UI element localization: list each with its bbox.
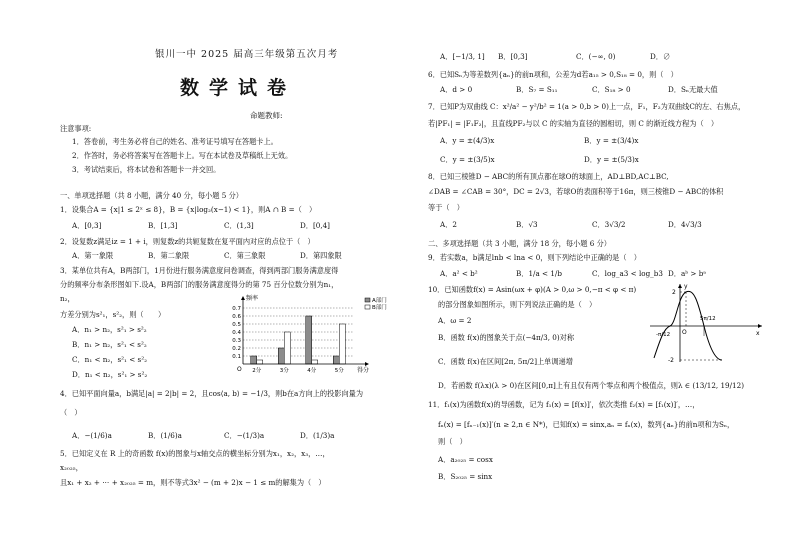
q11-option-a: A．a₂₀₂₅ = cosx [438, 455, 493, 464]
section-multiple-choice: 二、多项选择题（共 3 小题，满分 18 分，每小题 6 分） [428, 239, 611, 248]
notice-heading: 注意事项: [60, 124, 92, 133]
x-tick-label: 5分 [334, 368, 344, 374]
q11-line-3: 则（ ） [438, 437, 467, 446]
q3-option-c: C．n₁ < n₂，s²₁ < s²₂ [72, 355, 147, 364]
graph-x-tick-left: -π/12 [656, 332, 671, 338]
q9-option-b: B．1/a < 1/b [516, 269, 562, 278]
bar-a [278, 348, 284, 364]
q7-option-c: C．y = ±(3/5)x [440, 155, 495, 164]
q7-option-a: A．y = ±(4/3)x [440, 136, 495, 145]
notice-item-3: 3．考试结束后，将本试卷和答题卡一并交回。 [72, 165, 221, 174]
q1-stem: 1．设集合A = {x|1 ≤ 2ˣ ≤ 8}，B = {x|log₂(x−1) < 1}，则A ∩ B =（ ） [60, 205, 317, 214]
q4-option-d: D．(1/3)a [300, 431, 335, 440]
q2-option-b: B．第二象限 [148, 251, 190, 260]
q4-option-a: A．−(1/6)a [72, 431, 112, 440]
x-tick-label: 4分 [307, 368, 317, 374]
q8-line-3: 等于（ ） [428, 203, 464, 212]
legend-label: B部门 [372, 305, 387, 311]
y-tick-label: 0.5 [232, 322, 241, 328]
y-tick-label: 0.7 [232, 306, 241, 312]
x-axis-title: 得分 [357, 367, 370, 374]
q4-line-2: （ ） [60, 408, 82, 417]
q10-line-1: 10．已知函数f(x) = Asin(ωx + φ)(A > 0,ω > 0,−π < φ < π) [428, 285, 637, 294]
q1-option-a: A．[0,3] [72, 221, 102, 230]
author-line: 命题教师: [250, 111, 283, 120]
frequency-bar-chart [225, 294, 395, 376]
q2-option-c: C．第三象限 [224, 251, 266, 260]
q3-line-4: 方差分别为s²₁，s²₂，则（ ） [60, 310, 166, 319]
y-axis-arrow-icon [678, 284, 682, 288]
q2-option-a: A．第一象限 [72, 251, 114, 260]
q5-option-c: C．(−∞, 0) [576, 52, 616, 61]
q9-stem: 9．若实数a，b满足lnb < lna < 0，则下列结论中正确的是（ ） [428, 253, 641, 262]
q5-option-d: D．∅ [650, 52, 671, 61]
q9-option-d: D．aᵇ > bᵃ [668, 269, 707, 278]
graph-y-min: -2 [668, 357, 674, 364]
q5-option-a: A．[−1/3, 1] [440, 52, 485, 61]
y-tick-label: 0.1 [232, 354, 241, 360]
school-heading: 银川一中 2025 届高三年级第五次月考 [155, 49, 339, 60]
q11-option-b: B．S₂₀₂₅ = sinx [438, 472, 493, 481]
q5-line-3: 且x₁ + x₂ + ⋯ + x₂₀₂₅ = m，则不等式3x² − (m + 2)x − 1 ≤ m的解集为（ ） [60, 478, 326, 487]
q3-option-d: D．n₁ < n₂，s²₁ > s²₂ [72, 370, 148, 379]
y-tick-label: 0.2 [232, 346, 241, 352]
q7-option-b: B．y = ±(3/4)x [584, 136, 639, 145]
q3-option-a: A．n₁ > n₂，s²₁ > s²₂ [72, 325, 147, 334]
q5-option-b: B．[0,3] [498, 52, 528, 61]
x-tick-label: 3分 [279, 368, 289, 374]
q3-line-3: n₂， [60, 294, 75, 303]
q6-option-d: D．Sₙ无最大值 [668, 85, 718, 94]
bar-a [251, 356, 257, 364]
graph-x-label: x [756, 330, 760, 337]
q8-option-d: D．4√3/3 [668, 220, 702, 229]
bar-b [257, 360, 263, 364]
graph-origin: O [682, 329, 687, 336]
section-single-choice: 一、单项选择题（共 8 小题，满分 40 分，每小题 5 分） [60, 191, 243, 200]
graph-x-tick-right: 5π/12 [700, 316, 716, 322]
y-tick-label: 0.6 [232, 314, 241, 320]
notice-item-1: 1．答卷前，考生务必将自己的姓名、准考证号填写在答题卡上。 [72, 137, 278, 146]
q8-option-c: C．3√3/2 [592, 220, 626, 229]
q4-line-1: 4．已知平面向量a，b满足|a| = 2|b| = 2，且cos⟨a, b⟩ = −1/3，则b在a方向上的投影向量为 [60, 389, 364, 398]
q6-option-a: A．d > 0 [440, 85, 473, 94]
q10-option-b: B．函数 f(x)的图象关于点(−4π/3, 0)对称 [438, 333, 575, 342]
right-column [428, 0, 768, 549]
q5-line-1: 5．已知定义在 R 上的奇函数 f(x)的图象与x轴交点的横坐标分别为x₁，x₂，x₃，…， [60, 449, 330, 458]
legend-swatch [365, 305, 370, 309]
graph-y-max: 2 [672, 289, 676, 296]
q2-stem: 2．设复数z满足iz = 1 + i，则复数z的共轭复数在复平面内对应的点位于（ ） [60, 237, 315, 246]
x-axis-arrow-icon [365, 362, 369, 366]
q6-option-b: B．S₇ = S₁₁ [516, 85, 558, 94]
q7-line-2: 若|PF₁| = |F₁F₂|，且直线PF₂与以 C 的实轴为直径的圆相切，则 C 的渐近线方程为（ ） [428, 119, 719, 128]
exam-title: 数学试卷 [180, 77, 297, 99]
q10-option-a: A．ω = 2 [438, 316, 472, 325]
q2-option-d: D．第四象限 [300, 251, 342, 260]
q3-option-b: B．n₁ > n₂，s²₁ < s²₂ [72, 340, 147, 349]
q1-option-d: D．[0,4] [300, 221, 330, 230]
q9-option-a: A．a² < b² [440, 269, 478, 278]
q1-option-c: C．(1,3] [224, 221, 254, 230]
q4-option-c: C．−(1/3)a [224, 431, 265, 440]
q3-line-2: 分的频率分布条形图如下.设A，B两部门的服务满意度得分的第 75 百分位数分别为n₁， [60, 280, 339, 289]
bar-a [306, 316, 312, 364]
y-tick-label: 0.4 [232, 330, 241, 336]
left-column [60, 0, 395, 549]
q11-line-1: 11．f₁(x)为函数f(x)的导函数，记为 f₁(x) = [f(x)]′，依次类推 f₂(x) = [f₁(x)]′，…， [428, 400, 700, 409]
q5-line-2: x₂₀₂₅， [60, 463, 83, 472]
q9-option-c: C．log_a3 < log_b3 [592, 269, 663, 278]
q8-option-a: A．2 [440, 220, 457, 229]
q10-option-d: D．若函数 f(λx)(λ > 0)在区间[0,π]上有且仅有两个零点和两个极值点，则λ ∈ (13/12, 19/12) [438, 381, 744, 390]
q7-option-d: D．y = ±(5/3)x [584, 155, 639, 164]
q11-line-2: fₙ(x) = [fₙ₋₁(x)]′(n ≥ 2,n ∈ N*)，已知f(x) = sinx,aₙ = fₙ(x)，数列{aₙ}的前n项和为Sₙ， [438, 420, 735, 429]
chart-origin: O [237, 366, 242, 373]
q8-line-1: 8．已知三棱锥D − ABC的所有顶点都在球O的球面上，AD⊥BD,AC⊥BC, [428, 172, 669, 181]
q8-option-b: B．√3 [516, 220, 538, 229]
bar-b [339, 324, 345, 364]
q6-option-c: C．S₁₈ > 0 [592, 85, 631, 94]
q4-option-b: B．(1/6)a [148, 431, 182, 440]
legend-swatch [365, 298, 370, 302]
q1-option-b: B．[1,3] [148, 221, 178, 230]
q10-option-c: C．函数 f(x)在区间[2π, 5π/2]上单调递增 [438, 357, 573, 366]
bar-b [284, 332, 290, 364]
x-tick-label: 2分 [252, 368, 262, 374]
q8-line-2: ∠DAB = ∠CAB = 30°，DC = 2√3，若球O的表面积等于16π，则三棱锥D − ABC的体积 [428, 187, 724, 196]
q6-stem: 6．已知Sₙ为等差数列{aₙ}的前n项和，公差为d若a₁₅ > 0,S₁₈ = 0，则（ ） [428, 70, 678, 79]
y-axis-title: 频率 [246, 295, 259, 302]
q7-line-1: 7．已知P为双曲线 C：x²/a² − y²/b² = 1(a > 0,b > 0)上一点，F₁，F₂为双曲线C的左、右焦点， [428, 102, 746, 111]
y-axis-arrow-icon [241, 296, 245, 300]
q3-line-1: 3．某单位共有A，B两部门，1月份进行服务满意度问卷调查，得到两部门服务满意度得 [60, 266, 339, 275]
q10-line-2: 的部分图象如图所示，则下列说法正确的是（ ） [438, 300, 597, 309]
bar-a [333, 356, 339, 364]
x-axis-arrow-icon [758, 324, 762, 328]
notice-item-2: 2．作答时，务必将答案写在答题卡上。写在本试卷及草稿纸上无效。 [72, 151, 293, 160]
y-tick-label: 0.3 [232, 338, 241, 344]
sine-function-graph [648, 282, 766, 364]
bar-b [312, 360, 318, 364]
graph-y-label: y [684, 283, 688, 290]
legend-label: A部门 [372, 298, 387, 304]
